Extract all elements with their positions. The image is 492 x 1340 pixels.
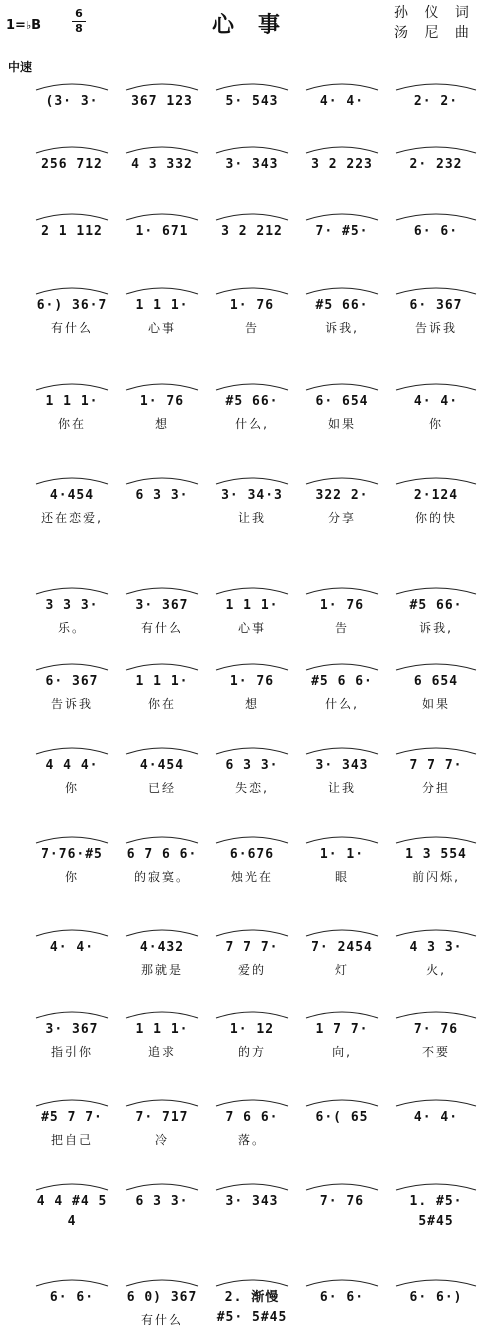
slur: [126, 478, 198, 484]
lyric-segment: [388, 114, 484, 134]
composer-credit: 汤 尼 曲: [394, 25, 475, 41]
slur: [306, 478, 378, 484]
slur: [126, 288, 198, 294]
measure: 6 3 3·: [225, 758, 279, 773]
lyric-segment: [388, 1130, 484, 1150]
slur: [216, 930, 288, 936]
measure-row: [6, 1020, 486, 1040]
measure: 6 3 3·: [135, 488, 189, 503]
measure-row: [6, 672, 486, 692]
measure: 2· 2·: [413, 94, 459, 109]
lyric-segment: 什么,: [235, 417, 269, 431]
lyric-row: [6, 618, 486, 638]
lyric-segment: 向,: [332, 1045, 352, 1059]
measure: 4·454: [139, 758, 185, 773]
lyric-segment: 落。: [237, 1133, 266, 1147]
slur: [396, 837, 476, 843]
lyric-segment: [208, 114, 296, 134]
lyric-segment: 指引你: [50, 1045, 93, 1059]
lyric-segment: 诉我,: [419, 621, 453, 635]
measure: 6·( 65: [315, 1110, 369, 1125]
slur: [396, 1100, 476, 1106]
measure: 6·676: [229, 847, 275, 862]
measure: 2· 232: [409, 157, 463, 172]
lyric-segment: 的方: [237, 1045, 266, 1059]
slur: [36, 1280, 108, 1286]
lyric-row: [6, 960, 486, 980]
measure: 3 2 223: [311, 157, 373, 172]
lyric-row: [6, 177, 486, 197]
lyric-segment: 眼: [334, 870, 349, 884]
slur: [396, 384, 476, 390]
lyric-segment: [118, 244, 206, 264]
slur: [126, 930, 198, 936]
measure: 1 1 1·: [135, 298, 189, 313]
slur: [306, 1280, 378, 1286]
lyric-segment: 告诉我: [50, 697, 93, 711]
lyric-segment: [298, 1310, 386, 1330]
slur: [36, 478, 108, 484]
slur: [396, 214, 476, 220]
slur: [126, 214, 198, 220]
lyric-row: [6, 414, 486, 434]
measure-row: [6, 155, 486, 175]
lyric-segment: [118, 508, 206, 528]
lyric-row: [6, 1310, 486, 1330]
lyric-segment: [388, 177, 484, 197]
lyric-segment: 你: [64, 781, 79, 795]
lyric-segment: [28, 1214, 116, 1234]
slur: [36, 748, 108, 754]
lyric-segment: 心事: [237, 621, 266, 635]
lyric-row: [6, 318, 486, 338]
slur: [126, 384, 198, 390]
measure: 3· 343: [225, 157, 279, 172]
measure: (3· 3·: [45, 94, 99, 109]
lyric-segment: 灯: [334, 963, 349, 977]
slur: [396, 147, 476, 153]
measure-row: [6, 1192, 486, 1229]
measure: 6· 6·: [319, 1290, 365, 1305]
lyric-segment: [28, 177, 116, 197]
lyric-row: [6, 1214, 486, 1234]
slur: [126, 147, 198, 153]
slur: [396, 588, 476, 594]
measure: 367 123: [131, 94, 193, 109]
lyric-segment: 已经: [147, 781, 176, 795]
lyric-row: [6, 1130, 486, 1150]
measure: 4 3 3·: [409, 940, 463, 955]
measure: 4· 4·: [413, 394, 459, 409]
slur: [216, 748, 288, 754]
measure: 7 7 7·: [225, 940, 279, 955]
lyric-segment: [118, 177, 206, 197]
lyric-segment: 你: [428, 417, 443, 431]
measure: #5 7 7·: [41, 1110, 103, 1125]
slur: [216, 837, 288, 843]
slur: [126, 837, 198, 843]
slur: [216, 588, 288, 594]
slur: [126, 1184, 198, 1190]
slur: [126, 1280, 198, 1286]
lyric-segment: [28, 960, 116, 980]
slur: [216, 214, 288, 220]
measure: 6· 654: [315, 394, 369, 409]
slur: [126, 84, 198, 90]
slur: [306, 384, 378, 390]
lyric-segment: [388, 244, 484, 264]
slur: [36, 384, 108, 390]
measure: 7· 76: [319, 1194, 365, 1209]
slur: [36, 1100, 108, 1106]
measure: 1· 76: [319, 598, 365, 613]
lyric-segment: [388, 1310, 484, 1330]
measure-row: [6, 92, 486, 112]
lyric-segment: 你: [64, 870, 79, 884]
slur: [216, 478, 288, 484]
measure: 1· 76: [139, 394, 185, 409]
measure: 6·) 36·7: [36, 298, 108, 313]
slur: [396, 1280, 476, 1286]
measure: 4 4 4·: [45, 758, 99, 773]
slur: [216, 1012, 288, 1018]
measure-row: [6, 486, 486, 506]
lyric-segment: 的寂寞。: [133, 870, 190, 884]
slur: [396, 1184, 476, 1190]
key-note: B: [31, 18, 42, 33]
key-prefix: 1=: [6, 18, 26, 33]
lyric-row: [6, 694, 486, 714]
measure: #5 66·: [409, 598, 463, 613]
measure: 1· 12: [229, 1022, 275, 1037]
lyric-segment: 让我: [237, 511, 266, 525]
lyric-segment: 有什么: [140, 621, 183, 635]
slur: [306, 288, 378, 294]
slur: [36, 288, 108, 294]
measure: 7·76·#5: [41, 847, 103, 862]
measure: #5 66·: [225, 394, 279, 409]
measure: 7· #5·: [315, 224, 369, 239]
lyric-segment: 有什么: [140, 1313, 183, 1327]
measure: 6· 6·: [413, 224, 459, 239]
measure: 4· 4·: [319, 94, 365, 109]
lyric-segment: 不要: [421, 1045, 450, 1059]
lyric-segment: 诉我,: [325, 321, 359, 335]
slur: [396, 748, 476, 754]
lyric-segment: 火,: [426, 963, 446, 977]
measure: 6· 6·): [409, 1290, 463, 1305]
slur: [396, 930, 476, 936]
measure: 1 7 7·: [315, 1022, 369, 1037]
measure: 1 1 1·: [45, 394, 99, 409]
measure: 6· 6·: [49, 1290, 95, 1305]
measure-row: [6, 845, 486, 865]
slur: [36, 147, 108, 153]
lyric-segment: 有什么: [50, 321, 93, 335]
measure: 1· 76: [229, 298, 275, 313]
slur: [216, 288, 288, 294]
measure: 322 2·: [315, 488, 369, 503]
lyric-segment: [298, 114, 386, 134]
lyric-segment: 前闪烁,: [412, 870, 460, 884]
lyric-segment: 还在恋爱,: [41, 511, 103, 525]
slur: [306, 664, 378, 670]
lyric-segment: 那就是: [140, 963, 183, 977]
measure-row: [6, 1108, 486, 1128]
measure: 6· 367: [45, 674, 99, 689]
slur: [396, 478, 476, 484]
lyric-segment: 让我: [327, 781, 356, 795]
lyric-segment: 如果: [327, 417, 356, 431]
measure: 1 1 1·: [225, 598, 279, 613]
slur: [306, 1100, 378, 1106]
slur: [306, 837, 378, 843]
lyric-segment: 心事: [147, 321, 176, 335]
slur: [216, 1280, 288, 1286]
slur: [396, 288, 476, 294]
lyric-segment: [208, 1310, 296, 1330]
measure: 3· 367: [45, 1022, 99, 1037]
lyric-segment: 追求: [147, 1045, 176, 1059]
measure: 1. #5· 5#45: [409, 1194, 463, 1229]
slur: [36, 214, 108, 220]
measure: 7 7 7·: [409, 758, 463, 773]
lyric-segment: [388, 1214, 484, 1234]
measure: 1· 1·: [319, 847, 365, 862]
measure: 5· 543: [225, 94, 279, 109]
measure: 4 4 #4 5 4: [36, 1194, 108, 1229]
lyric-segment: [118, 114, 206, 134]
slur: [306, 1012, 378, 1018]
measure: 4·432: [139, 940, 185, 955]
measure: 1· 76: [229, 674, 275, 689]
measure: 6 654: [413, 674, 459, 689]
measure: 256 712: [41, 157, 103, 172]
lyric-segment: 如果: [421, 697, 450, 711]
lyric-segment: [28, 1310, 116, 1330]
slur: [216, 147, 288, 153]
measure: #5 6 6·: [311, 674, 373, 689]
lyric-segment: 你在: [147, 697, 176, 711]
measure: 6 3 3·: [135, 1194, 189, 1209]
measure: 1· 671: [135, 224, 189, 239]
measure: 4· 4·: [413, 1110, 459, 1125]
slur: [36, 837, 108, 843]
measure: 2. 渐慢 #5· 5#45: [216, 1290, 288, 1325]
lyric-segment: 分担: [421, 781, 450, 795]
lyricist-credit: 孙 仪 词: [394, 5, 475, 21]
measure: 6 7 6 6·: [126, 847, 198, 862]
slur: [396, 1012, 476, 1018]
lyric-segment: [208, 244, 296, 264]
measure: 1 3 554: [405, 847, 467, 862]
lyric-segment: 爱的: [237, 963, 266, 977]
slur: [36, 664, 108, 670]
lyric-segment: 告诉我: [414, 321, 457, 335]
measure: 2·124: [413, 488, 459, 503]
lyric-segment: 烛光在: [230, 870, 273, 884]
lyric-segment: [28, 244, 116, 264]
slur: [396, 664, 476, 670]
measure: #5 66·: [315, 298, 369, 313]
slur: [216, 1100, 288, 1106]
slur: [36, 1184, 108, 1190]
slur: [126, 1012, 198, 1018]
lyric-segment: 告: [244, 321, 259, 335]
lyric-segment: [208, 1214, 296, 1234]
slur: [126, 588, 198, 594]
measure: 6· 367: [409, 298, 463, 313]
lyric-row: [6, 778, 486, 798]
lyric-segment: 冷: [154, 1133, 169, 1147]
lyric-segment: 告: [334, 621, 349, 635]
measure: 1 1 1·: [135, 674, 189, 689]
measure: 4 3 332: [131, 157, 193, 172]
slur: [306, 748, 378, 754]
lyric-segment: [208, 177, 296, 197]
lyric-row: [6, 867, 486, 887]
lyric-segment: 把自己: [50, 1133, 93, 1147]
slur: [306, 930, 378, 936]
lyric-row: [6, 114, 486, 134]
measure: 3· 343: [225, 1194, 279, 1209]
measure-row: [6, 222, 486, 242]
measure: 7· 2454: [311, 940, 373, 955]
lyric-segment: [298, 244, 386, 264]
slur: [306, 147, 378, 153]
lyric-segment: 你的快: [414, 511, 457, 525]
lyric-segment: [298, 177, 386, 197]
measure: 3· 367: [135, 598, 189, 613]
slur: [306, 214, 378, 220]
slur: [126, 1100, 198, 1106]
meter-bottom: 8: [75, 22, 83, 35]
measure: 2 1 112: [41, 224, 103, 239]
measure: 4· 4·: [49, 940, 95, 955]
slur: [126, 748, 198, 754]
measure-row: [6, 392, 486, 412]
slur: [126, 664, 198, 670]
measure: 1 1 1·: [135, 1022, 189, 1037]
measure: 7· 717: [135, 1110, 189, 1125]
slur: [216, 84, 288, 90]
measure: 3· 343: [315, 758, 369, 773]
tempo-marking: 中速: [8, 60, 33, 74]
measure: 3 2 212: [221, 224, 283, 239]
measure: 6 0) 367: [126, 1290, 198, 1305]
lyric-segment: 乐。: [57, 621, 86, 635]
lyric-segment: 想: [244, 697, 259, 711]
slur: [216, 384, 288, 390]
measure: 7· 76: [413, 1022, 459, 1037]
flat-sign: ♭: [25, 19, 32, 32]
lyric-row: [6, 1042, 486, 1062]
lyric-segment: 你在: [57, 417, 86, 431]
slur: [36, 1012, 108, 1018]
slur: [36, 588, 108, 594]
lyric-segment: [298, 1130, 386, 1150]
lyric-segment: 失恋,: [235, 781, 269, 795]
measure: 7 6 6·: [225, 1110, 279, 1125]
lyric-segment: [298, 1214, 386, 1234]
lyric-row: [6, 508, 486, 528]
measure-row: [6, 938, 486, 958]
lyric-segment: 分享: [327, 511, 356, 525]
meter-top: 6: [75, 7, 83, 20]
measure: 4·454: [49, 488, 95, 503]
lyric-row: [6, 244, 486, 264]
slur: [396, 84, 476, 90]
slur: [216, 1184, 288, 1190]
lyric-segment: 什么,: [325, 697, 359, 711]
slur: [306, 1184, 378, 1190]
slur: [306, 84, 378, 90]
lyric-segment: [28, 114, 116, 134]
song-title: 心事: [211, 13, 304, 38]
slur: [36, 930, 108, 936]
slur: [306, 588, 378, 594]
measure: 3 3 3·: [45, 598, 99, 613]
lyric-segment: 想: [154, 417, 169, 431]
measure-row: [6, 596, 486, 616]
measure-row: [6, 296, 486, 316]
measure: 3· 34·3: [221, 488, 283, 503]
slur: [216, 664, 288, 670]
slur: [36, 84, 108, 90]
lyric-segment: [118, 1214, 206, 1234]
measure-row: [6, 756, 486, 776]
